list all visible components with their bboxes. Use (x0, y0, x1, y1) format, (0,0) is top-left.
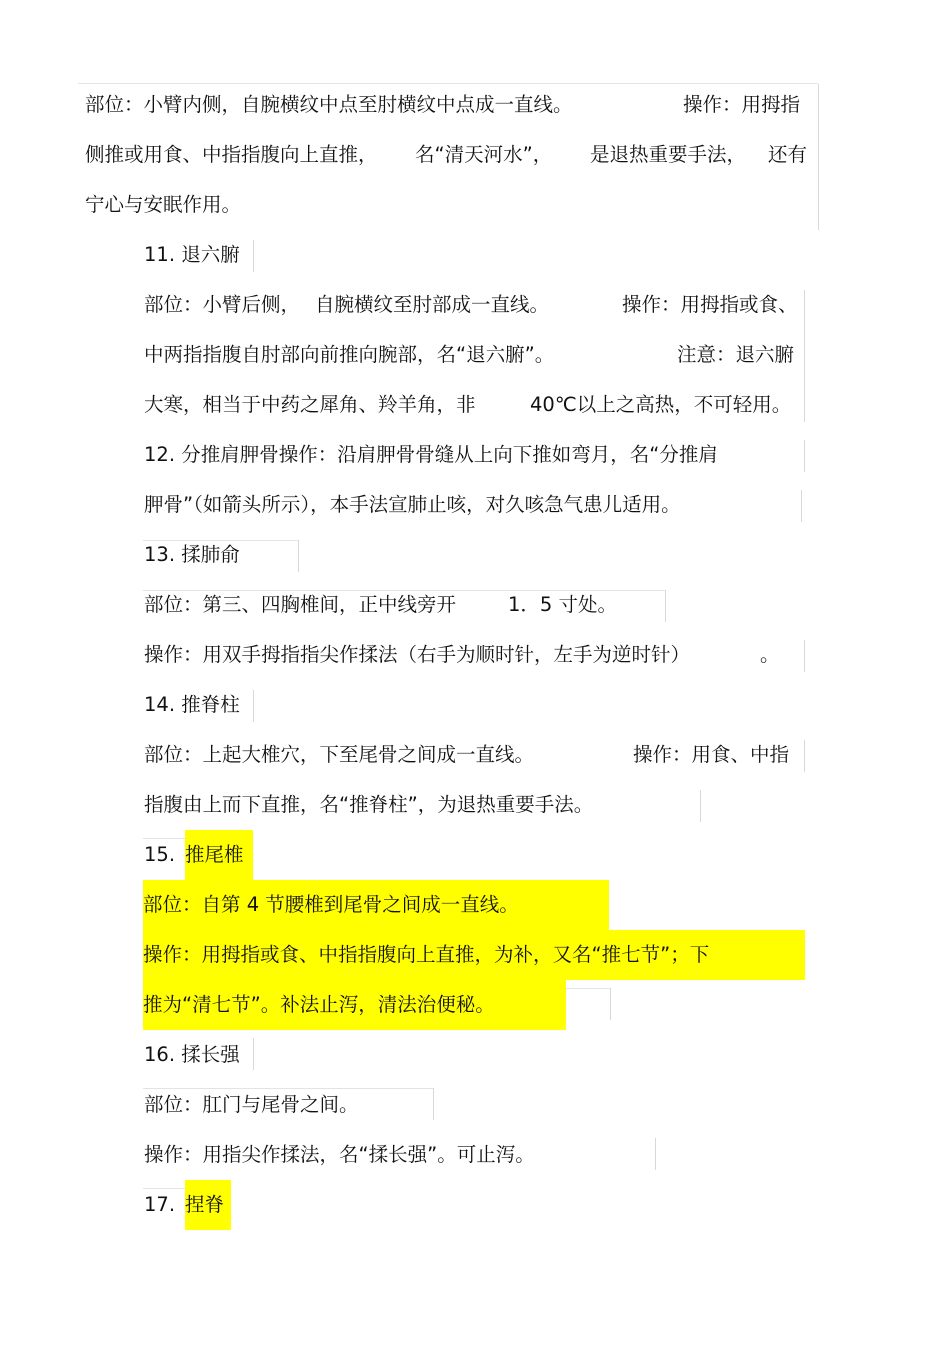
scan-rule (78, 83, 818, 84)
scan-rule (143, 1088, 433, 1089)
paragraph-line: 大寒，相当于中药之犀角、羚羊角，非 (144, 393, 476, 416)
paragraph-line: 操作：用双手拇指指尖作揉法（右手为顺时针，左手为逆时针） (144, 643, 691, 666)
scan-rule (804, 640, 805, 672)
scan-rule (433, 1088, 434, 1120)
section-number: 15. (144, 843, 176, 866)
paragraph-line: 中两指指腹自肘部向前推向腕部，名“退六腑”。 (144, 343, 555, 366)
scan-rule (566, 988, 610, 989)
scan-rule (804, 740, 805, 772)
scan-rule (801, 490, 802, 522)
paragraph-line: 1．5 寸处。 (508, 593, 618, 616)
paragraph-line: 部位：肛门与尾骨之间。 (144, 1093, 359, 1116)
section-heading: 16. 揉长强 (144, 1043, 240, 1066)
scan-rule (665, 590, 666, 622)
section-number: 17. (144, 1193, 176, 1216)
paragraph-line: 部位：上起大椎穴，下至尾骨之间成一直线。 (144, 743, 535, 766)
scan-rule (143, 1188, 185, 1189)
scan-rule (253, 1038, 254, 1070)
paragraph-line: 。 (760, 643, 780, 666)
section-heading: 12. 分推肩胛骨操作：沿肩胛骨骨缝从上向下推如弯月，名“分推肩 (144, 443, 718, 466)
highlighted-line: 推为“清七节”。补法止泻，清法治便秘。 (143, 980, 566, 1030)
scan-rule (143, 540, 298, 541)
paragraph-line: 操作：用指尖作揉法，名“揉长强”。可止泻。 (144, 1143, 535, 1166)
scan-rule (143, 590, 665, 591)
paragraph-line: 名“清天河水”， (415, 143, 553, 166)
scan-rule (804, 440, 805, 472)
scan-rule (253, 240, 254, 272)
highlighted-heading: 捏脊 (185, 1180, 231, 1230)
scan-rule (655, 1138, 656, 1170)
scan-rule (253, 690, 254, 722)
highlighted-heading: 推尾椎 (185, 830, 253, 880)
scan-rule (818, 84, 819, 230)
scan-rule (143, 838, 185, 839)
section-heading: 11. 退六腑 (144, 243, 240, 266)
paragraph-line: 40℃以上之高热，不可轻用。 (530, 393, 792, 416)
paragraph-line: 部位：小臂内侧，自腕横纹中点至肘横纹中点成一直线。 (85, 93, 573, 116)
section-heading: 14. 推脊柱 (144, 693, 240, 716)
paragraph-line: 指腹由上而下直推，名“推脊柱”，为退热重要手法。 (144, 793, 594, 816)
paragraph-line: 部位：小臂后侧， (144, 293, 301, 316)
highlighted-line: 操作：用拇指或食、中指指腹向上直推，为补，又名“推七节”；下 (143, 930, 805, 980)
paragraph-line: 注意：退六腑 (677, 343, 795, 366)
paragraph-line: 操作：用拇指或食、 (622, 293, 798, 316)
paragraph-line: 还有 (768, 143, 808, 166)
paragraph-line: 部位：第三、四胸椎间，正中线旁开 (144, 593, 457, 616)
paragraph-line: 自腕横纹至肘部成一直线。 (315, 293, 550, 316)
section-heading: 13. 揉肺俞 (144, 543, 240, 566)
paragraph-line: 侧推或用食、中指指腹向上直推， (85, 143, 378, 166)
scan-rule (610, 988, 611, 1020)
scan-rule (700, 790, 701, 822)
highlighted-line: 部位：自第 4 节腰椎到尾骨之间成一直线。 (143, 880, 609, 930)
paragraph-line: 是退热重要手法， (590, 143, 747, 166)
scan-rule (298, 540, 299, 572)
paragraph-line: 操作：用拇指 (683, 93, 801, 116)
scan-rule (804, 290, 805, 422)
paragraph-line: 操作：用食、中指 (633, 743, 790, 766)
paragraph-line: 宁心与安眠作用。 (85, 193, 242, 216)
paragraph-line: 胛骨”（如箭头所示），本手法宣肺止咳，对久咳急气患儿适用。 (144, 493, 681, 516)
